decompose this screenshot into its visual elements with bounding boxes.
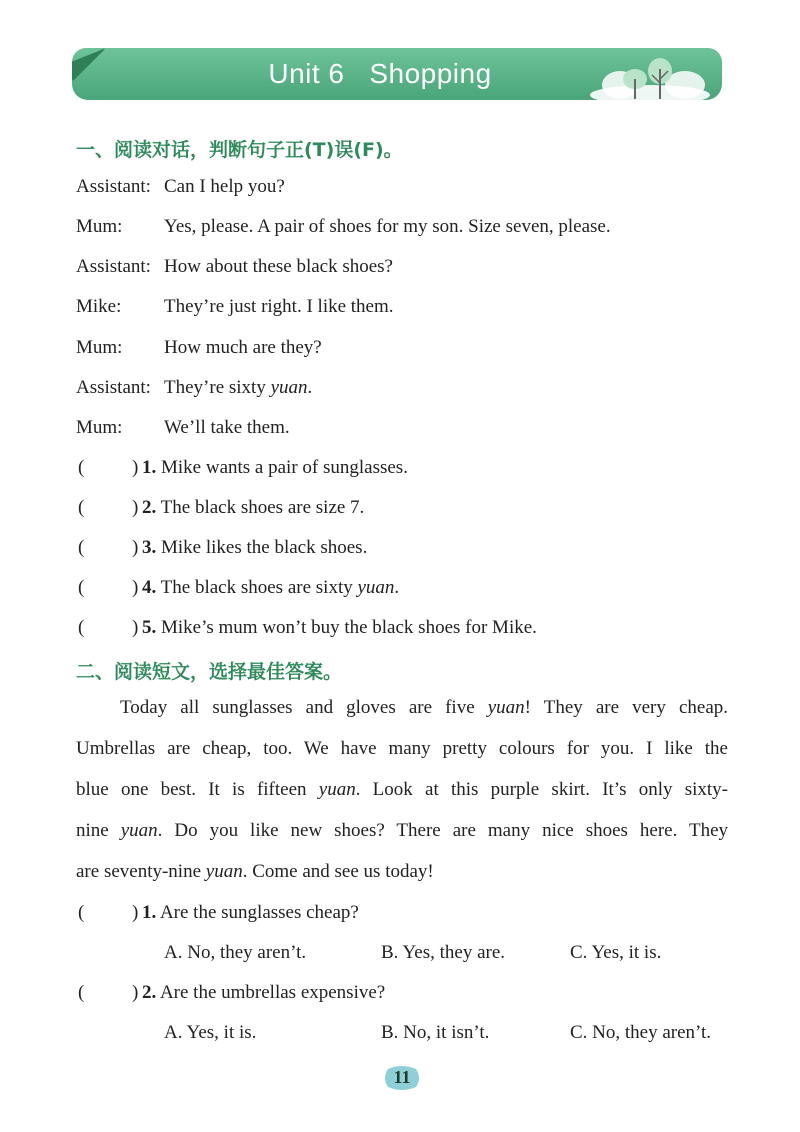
dialogue-speaker: Assistant:: [76, 377, 151, 398]
dialogue-line: They’re just right. I like them.: [164, 296, 394, 317]
option-b: B. No, it isn’t.: [381, 1022, 490, 1043]
passage-line: Today all sunglasses and gloves are five yuan! They are very cheap.: [120, 697, 728, 718]
dialogue-line: We’ll take them.: [164, 417, 290, 438]
dialogue-speaker: Assistant:: [76, 256, 151, 277]
passage-line: blue one best. It is fifteen yuan. Look at this purple skirt. It’s only sixty-: [76, 779, 728, 800]
dialogue-speaker: Assistant:: [76, 176, 151, 197]
passage-line: nine yuan. Do you like new shoes? There are many nice shoes here. They: [76, 820, 729, 841]
option-b: B. Yes, they are.: [381, 942, 506, 963]
dialogue-line: Yes, please. A pair of shoes for my son. Size seven, please.: [164, 216, 611, 237]
option-c: C. Yes, it is.: [570, 942, 662, 963]
dialogue-line: Can I help you?: [164, 176, 285, 197]
dialogue-line: How about these black shoes?: [164, 256, 393, 277]
passage-line: Umbrellas are cheap, too. We have many pretty colours for you. I like the: [76, 738, 728, 759]
option-a: A. No, they aren’t.: [164, 942, 307, 963]
dialogue-speaker: Mum:: [76, 417, 123, 438]
dialogue-speaker: Mike:: [76, 296, 122, 317]
tree-decoration-icon: [590, 55, 710, 101]
dialogue-line: They’re sixty yuan.: [164, 377, 313, 398]
unit-title: Unit 6 Shopping: [268, 58, 492, 89]
option-c: C. No, they aren’t.: [570, 1022, 712, 1043]
section1-heading: 一、阅读对话，判断句子正(T)误(F)。: [76, 139, 403, 161]
section2-heading: 二、阅读短文，选择最佳答案。: [76, 661, 343, 683]
dialogue-line: How much are they?: [164, 337, 322, 358]
passage-line: are seventy-nine yuan. Come and see us today!: [76, 861, 434, 882]
page-number: 11: [393, 1067, 411, 1087]
option-a: A. Yes, it is.: [164, 1022, 257, 1043]
dialogue-speaker: Mum:: [76, 337, 123, 358]
dialogue-speaker: Mum:: [76, 216, 123, 237]
